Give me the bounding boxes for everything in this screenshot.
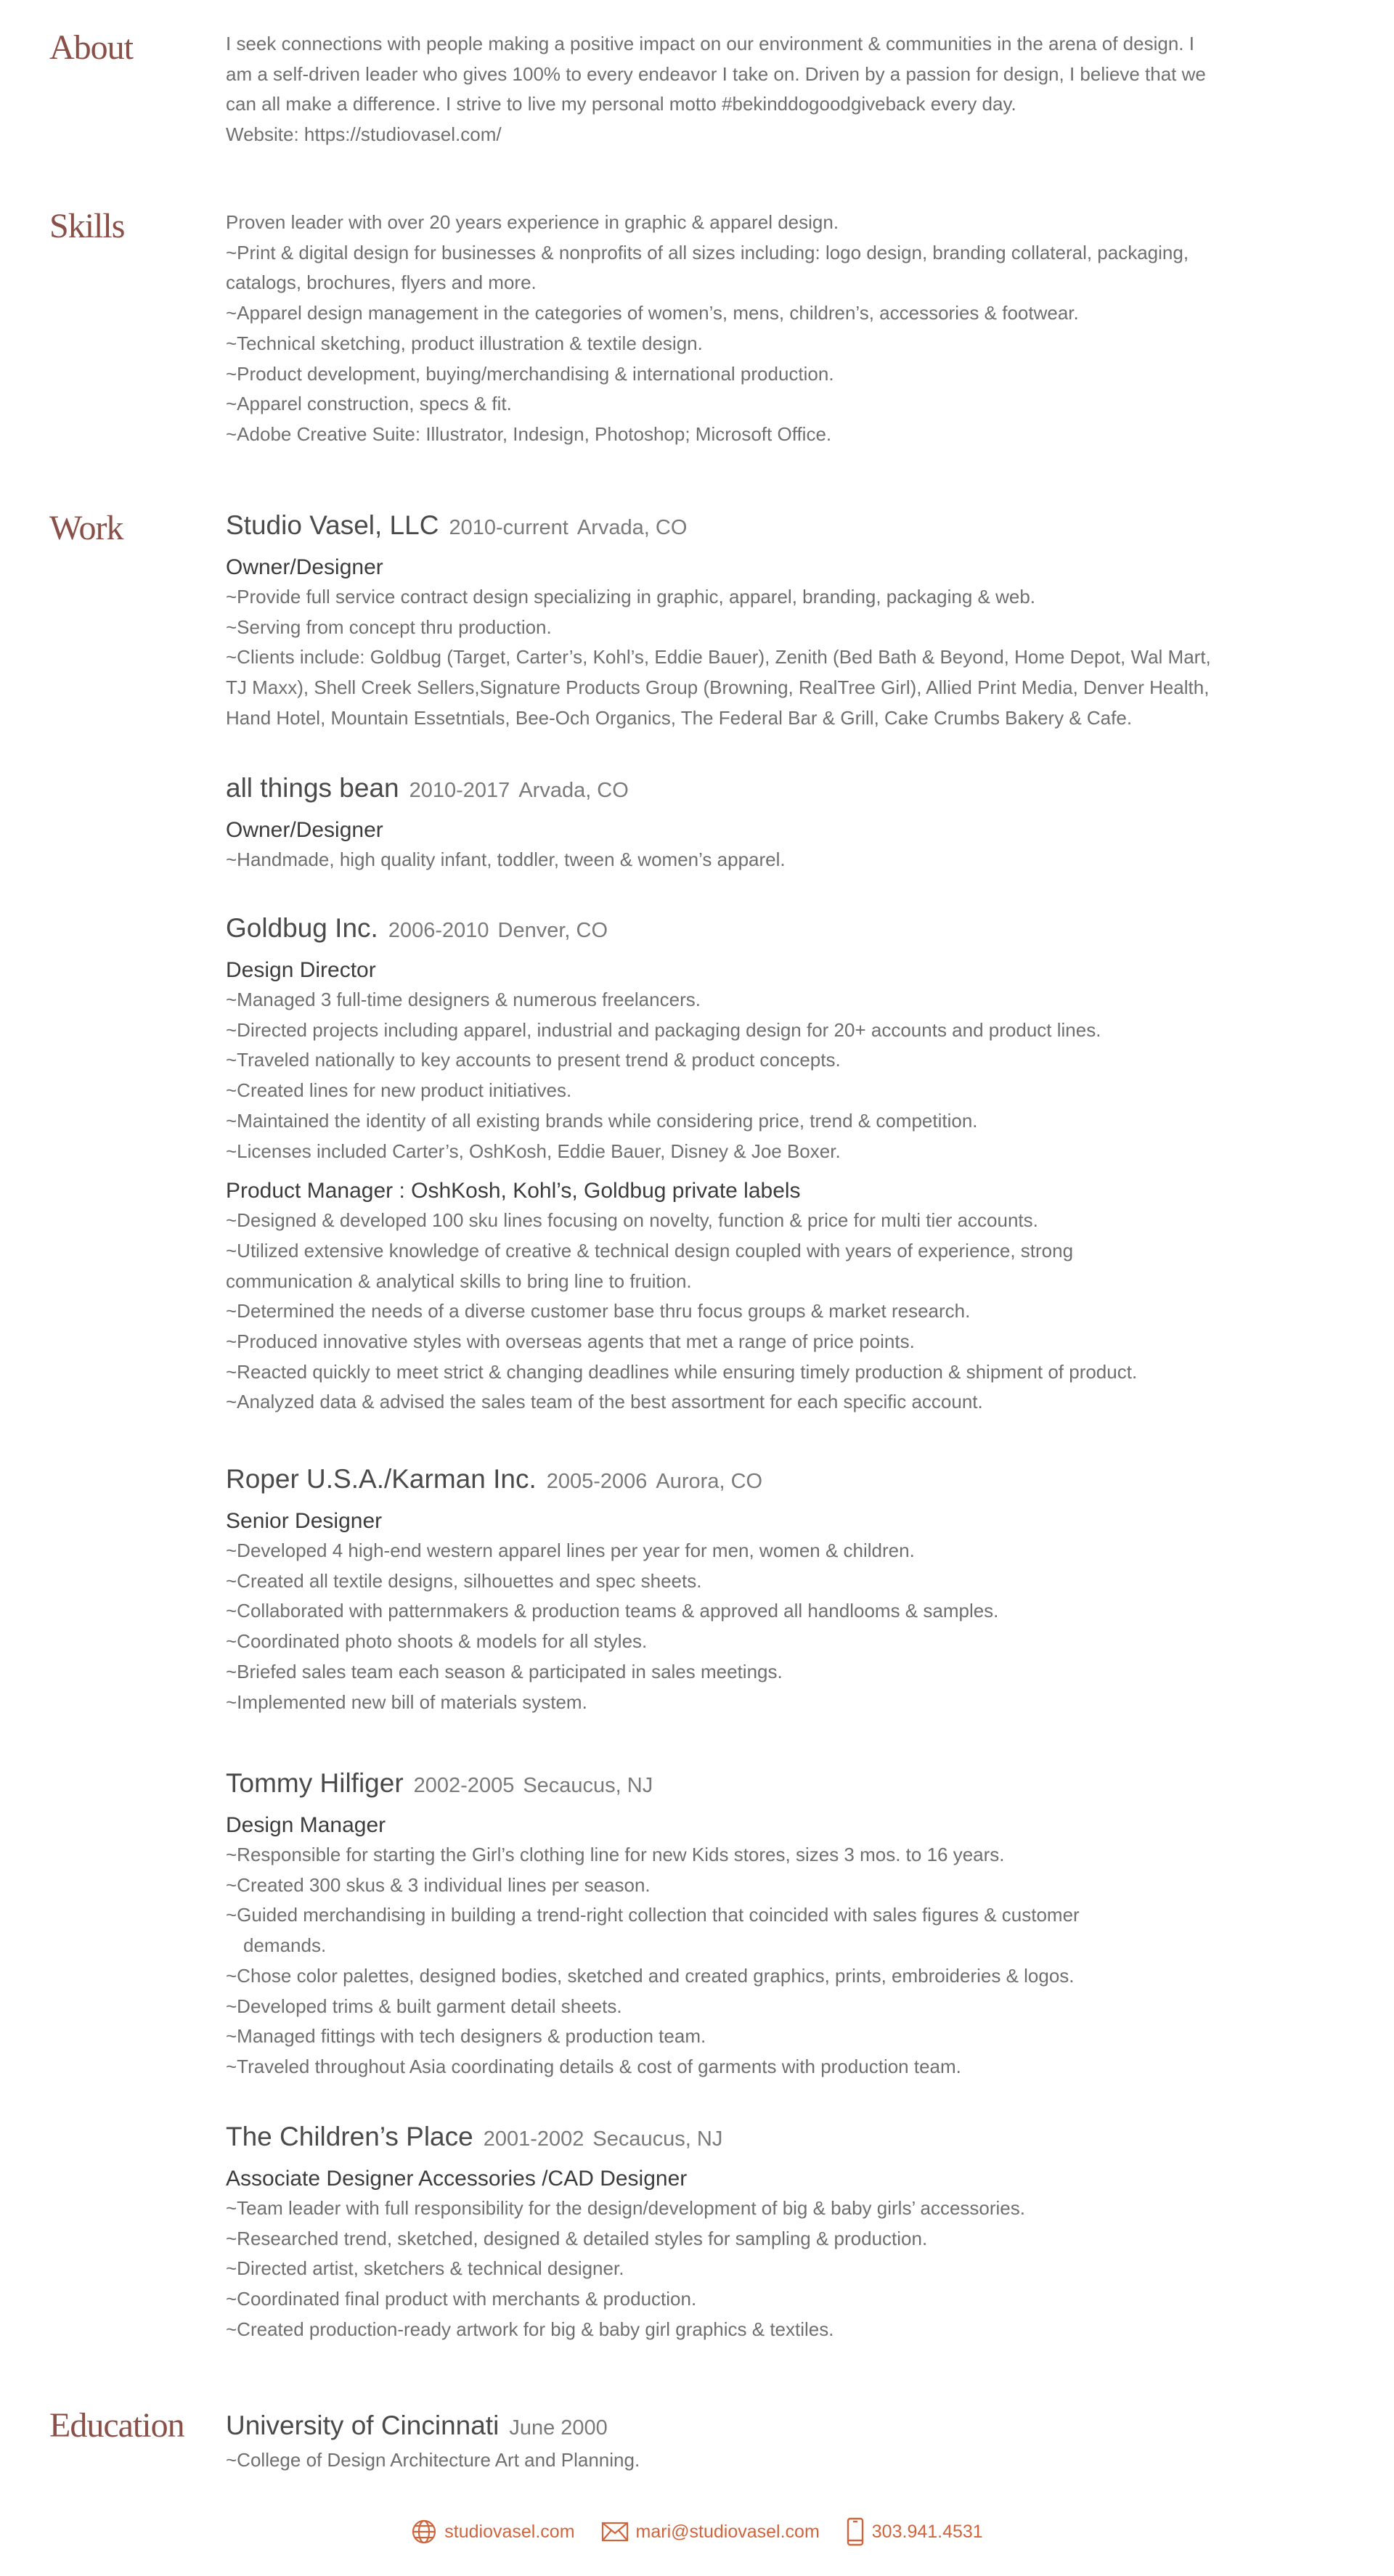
bullet-item: ~Developed 4 high-end western apparel lines per year for men, women & children. xyxy=(226,1540,915,1561)
phone-text[interactable]: 303.941.4531 xyxy=(871,2521,983,2542)
skills-line: catalogs, brochures, flyers and more. xyxy=(226,271,537,294)
role-bullets xyxy=(226,1840,1080,2082)
about-line: I seek connections with people making a positive impact on our environment & communities in the arena of design. I xyxy=(226,33,1194,54)
bullet-item: ~Handmade, high quality infant, toddler, tween & women’s apparel. xyxy=(226,849,786,870)
company-name: Roper U.S.A./Karman Inc. xyxy=(226,1464,537,1494)
job-entry xyxy=(226,508,1211,734)
bullet-item: TJ Maxx), Shell Creek Sellers,Signature Products Group (Browning, RealTree Girl), Allied Print Media, Denver Health, xyxy=(226,676,1210,699)
job-header xyxy=(226,911,1137,948)
skills-line: ~Apparel construction, specs & fit. xyxy=(226,393,512,415)
bullet-item: ~Serving from concept thru production. xyxy=(226,616,552,638)
bullet-item: ~Provide full service contract design specializing in graphic, apparel, branding, packaging & web. xyxy=(226,586,1036,608)
bullet-item: ~Produced innovative styles with overseas agents that met a range of price points. xyxy=(226,1330,915,1353)
job-location: Aurora, CO xyxy=(656,1470,763,1493)
bullet-item: ~Designed & developed 100 sku lines focusing on novelty, function & price for multi tier accounts. xyxy=(226,1209,1038,1232)
skills-line: ~Apparel design management in the categories of women’s, mens, children’s, accessories & footwear. xyxy=(226,302,1079,324)
job-header xyxy=(226,1766,1080,1803)
job-location: Secaucus, NJ xyxy=(592,2127,723,2151)
bullet-item: ~Chose color palettes, designed bodies, sketched and created graphics, prints, embroideries & logos. xyxy=(226,1964,1075,1987)
bullet-item: ~Directed artist, sketchers & technical designer. xyxy=(226,2257,624,2280)
work-heading: Work xyxy=(49,509,123,547)
job-dates: 2002-2005 xyxy=(413,1774,515,1797)
role-title: Senior Designer xyxy=(226,1509,383,1533)
bullet-item: ~Briefed sales team each season & participated in sales meetings. xyxy=(226,1660,783,1682)
bullet-item: ~Team leader with full responsibility for the design/development of big & baby girls’ accessories. xyxy=(226,2197,1025,2219)
globe-icon xyxy=(411,2519,437,2545)
bullet-item: ~Implemented new bill of materials system. xyxy=(226,1690,587,1713)
education-content xyxy=(226,2408,1351,2476)
company-name: Studio Vasel, LLC xyxy=(226,510,439,540)
education-heading: Education xyxy=(49,2406,184,2445)
bullet-item: ~Created all textile designs, silhouettes and spec sheets. xyxy=(226,1569,702,1592)
bullet-item: ~Developed trims & built garment detail sheets. xyxy=(226,1995,622,2017)
about-line: can all make a difference. I strive to live my personal motto #bekinddogoodgiveback every day. xyxy=(226,93,1016,115)
bullet-item: ~Traveled nationally to key accounts to present trend & product concepts. xyxy=(226,1049,841,1071)
skills-content xyxy=(226,208,1351,450)
bullet-item: Hand Hotel, Mountain Essetntials, Bee-Och Organics, The Federal Bar & Grill, Cake Crumbs Bakery & Cafe. xyxy=(226,706,1133,729)
job-entry xyxy=(226,1766,1080,2082)
bullet-item: ~Created 300 skus & 3 individual lines per season. xyxy=(226,1873,651,1896)
job-entry xyxy=(226,1462,998,1717)
bullet-item: ~Directed projects including apparel, industrial and packaging design for 20+ accounts and product lines. xyxy=(226,1018,1101,1041)
bullet-item: ~Coordinated final product with merchants & production. xyxy=(226,2288,697,2310)
role-bullets xyxy=(226,845,786,875)
job-location: Arvada, CO xyxy=(576,516,688,539)
job-location: Arvada, CO xyxy=(518,779,629,802)
bullet-item: ~Traveled throughout Asia coordinating details & cost of garments with production team. xyxy=(226,2055,961,2077)
contact-footer xyxy=(0,2516,1394,2548)
bullet-item: ~Researched trend, sketched, designed & detailed styles for sampling & production. xyxy=(226,2227,928,2249)
job-location: Denver, CO xyxy=(497,919,608,942)
role-bullets xyxy=(226,1206,1137,1418)
bullet-item: ~Created lines for new product initiatives. xyxy=(226,1079,572,1102)
job-entry xyxy=(226,2119,1025,2345)
role-bullets xyxy=(226,2193,1025,2345)
role-title: Design Director xyxy=(226,958,376,982)
bullet-item: ~Maintained the identity of all existing brands while considering price, trend & competition. xyxy=(226,1109,978,1132)
role-title: Owner/Designer xyxy=(226,555,383,579)
website-link[interactable]: Website: https://studiovasel.com/ xyxy=(226,123,502,146)
company-name: Goldbug Inc. xyxy=(226,913,378,943)
email-text[interactable]: mari@studiovasel.com xyxy=(635,2521,820,2542)
role-title: Design Manager xyxy=(226,1813,386,1837)
footer-website[interactable] xyxy=(411,2519,574,2545)
job-dates: 2006-2010 xyxy=(388,919,489,942)
skills-line: ~Technical sketching, product illustration & textile design. xyxy=(226,332,703,354)
bullet-item: ~Determined the needs of a diverse customer base thru focus groups & market research. xyxy=(226,1300,971,1322)
job-dates: 2010-current xyxy=(449,516,568,539)
bullet-item: ~Utilized extensive knowledge of creative & technical design coupled with years of experience, strong xyxy=(226,1239,1074,1262)
job-dates: 2001-2002 xyxy=(483,2127,584,2151)
phone-icon xyxy=(846,2517,865,2546)
bullet-item: demands. xyxy=(243,1934,327,1957)
job-entry xyxy=(226,771,786,875)
about-content xyxy=(226,29,1351,150)
bullet-item: ~Coordinated photo shoots & models for all styles. xyxy=(226,1630,648,1653)
company-name: The Children’s Place xyxy=(226,2122,473,2151)
company-name: Tommy Hilfiger xyxy=(226,1768,404,1798)
role-title: Product Manager : OshKosh, Kohl’s, Goldbug private labels xyxy=(226,1179,801,1203)
role-bullets xyxy=(226,582,1211,734)
skills-line: ~Adobe Creative Suite: Illustrator, Indesign, Photoshop; Microsoft Office. xyxy=(226,422,832,445)
bullet-item: ~Responsible for starting the Girl’s clothing line for new Kids stores, sizes 3 mos. to 16 years. xyxy=(226,1844,1005,1865)
company-name: all things bean xyxy=(226,773,399,803)
job-header xyxy=(226,1462,998,1499)
job-dates: 2010-2017 xyxy=(409,779,510,802)
job-location: Secaucus, NJ xyxy=(523,1774,653,1797)
school-name: University of Cincinnati xyxy=(226,2411,500,2440)
job-dates: 2005-2006 xyxy=(546,1470,648,1493)
bullet-item: ~Analyzed data & advised the sales team of the best assortment for each specific account. xyxy=(226,1391,983,1413)
skills-list xyxy=(226,208,1351,450)
bullet-item: ~Collaborated with patternmakers & production teams & approved all handlooms & samples. xyxy=(226,1600,999,1622)
website-text[interactable]: studiovasel.com xyxy=(444,2521,575,2542)
skills-line: Proven leader with over 20 years experience in graphic & apparel design. xyxy=(226,211,839,233)
bullet-item: ~Clients include: Goldbug (Target, Carter’s, Kohl’s, Eddie Bauer), Zenith (Bed Bath & Beyond, Home Depot, Wal Mart, xyxy=(226,646,1211,668)
footer-phone[interactable] xyxy=(846,2517,983,2546)
role-bullets xyxy=(226,1536,998,1717)
bullet-item: ~Managed 3 full-time designers & numerous freelancers. xyxy=(226,989,701,1010)
education-header xyxy=(226,2408,1351,2445)
education-date: June 2000 xyxy=(509,2416,608,2440)
bullet-item: communication & analytical skills to bring line to fruition. xyxy=(226,1269,692,1292)
skills-heading: Skills xyxy=(49,207,125,245)
role-bullets xyxy=(226,985,1137,1166)
education-detail: ~College of Design Architecture Art and Planning. xyxy=(226,2449,640,2471)
role-title: Owner/Designer xyxy=(226,818,383,842)
about-heading: About xyxy=(49,28,133,67)
job-header xyxy=(226,771,786,808)
bullet-item: ~Guided merchandising in building a trend-right collection that coincided with sales figures & customer xyxy=(226,1904,1080,1926)
about-paragraph xyxy=(226,29,1351,150)
skills-line: ~Product development, buying/merchandising & international production. xyxy=(226,362,834,385)
role-title: Associate Designer Accessories /CAD Designer xyxy=(226,2167,688,2191)
bullet-item: ~Licenses included Carter’s, OshKosh, Eddie Bauer, Disney & Joe Boxer. xyxy=(226,1140,841,1162)
skills-line: ~Print & digital design for businesses & nonprofits of all sizes including: logo design, branding collateral, packaging, xyxy=(226,241,1189,263)
job-header xyxy=(226,508,1211,545)
bullet-item: ~Managed fittings with tech designers & production team. xyxy=(226,2025,706,2048)
about-line: am a self-driven leader who gives 100% to every endeavor I take on. Driven by a passion for design, I believe that we xyxy=(226,62,1206,85)
envelope-icon xyxy=(601,2521,629,2543)
job-entry xyxy=(226,911,1137,1418)
education-details xyxy=(226,2445,1351,2476)
bullet-item: ~Reacted quickly to meet strict & changing deadlines while ensuring timely production & shipment of product. xyxy=(226,1360,1138,1383)
job-header xyxy=(226,2119,1025,2156)
footer-email[interactable] xyxy=(601,2521,820,2543)
bullet-item: ~Created production-ready artwork for big & baby girl graphics & textiles. xyxy=(226,2318,834,2340)
